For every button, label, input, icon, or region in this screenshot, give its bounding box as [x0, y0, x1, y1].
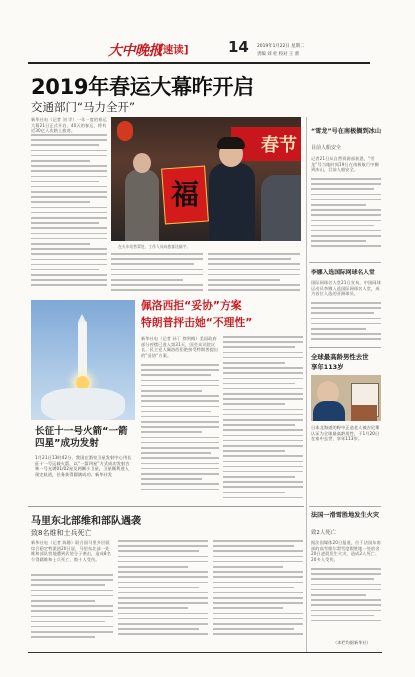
- lead-text-column: [31, 117, 107, 295]
- lead-body-col2: [111, 253, 203, 297]
- rocket-smoke: [41, 388, 125, 420]
- rocket-headline: 长征十一号火箭“一箭四星”成功发射: [35, 426, 128, 449]
- lead-headline: 2019年春运大幕昨开启: [31, 75, 254, 99]
- page-number: 14: [228, 38, 249, 56]
- fu-character: 福: [171, 178, 200, 211]
- rocket-body: [78, 320, 87, 378]
- lina-body: 国际网球名人堂21日宣布，中国网球运动员李娜入选国际网球名人堂，成为首位入选的亚洲球员。: [311, 280, 381, 297]
- mali-col1: [31, 540, 113, 648]
- mali-col2: [118, 540, 208, 648]
- france-body: 据法国媒体20日报道，位于法国东南部的高雪维尔滑雪度假胜地一处宿舍20日凌晨发生火灾，造成2人死亡、20多人受伤。: [311, 540, 381, 562]
- mali-body: 新华社电（记者 陈静）联合国马里多层面综合稳定特派团20日说，马里东北部一处维和部队营地遭到武装分子袭击，造成8名乍得籍维和士兵死亡、数十人受伤。: [31, 540, 111, 562]
- lead-subhead: 交通部门“马力全开”: [31, 100, 135, 114]
- lead-body-lines: [31, 134, 107, 294]
- xuelong-headline: “雪龙”号在南极搁到冰山: [311, 128, 382, 135]
- attendant-hair: [217, 137, 245, 149]
- pelosi-col1: [141, 336, 219, 502]
- oldest-photo: [311, 375, 381, 421]
- france-subhead: 致2人死亡: [311, 530, 336, 536]
- xuelong-body: 记者21日从自然资源部获悉，“雪龙”号当地时间19日在南极航行中搁到冰山，目前人船安全。: [311, 156, 379, 173]
- rocket-caption: 1月21日13时42分，我国在酒泉卫星发射中心用长征十一号运载火箭，以“一箭四星”方式成功发射吉林一号光谱01/02星及两颗小卫星，卫星顺利进入预定轨道，任务获得圆满成功。新华社发: [35, 455, 132, 477]
- pelosi-body: 新华社电（记者 孙丁 徐剑梅）美国政府部分停摆已进入第31天，国会众议院议长、民主党人佩洛西拒绝接受特朗普提出的“妥协”方案。: [141, 336, 219, 358]
- france-headline: 法国一滑雪胜地发生火灾: [311, 512, 380, 519]
- mali-col3: [213, 540, 303, 648]
- france-credit: （本栏均据新华社）: [333, 640, 371, 645]
- pelosi-headline-1: 佩洛西拒“妥协”方案: [141, 299, 242, 312]
- lead-body-col3: [208, 253, 300, 297]
- france-text: [311, 540, 381, 638]
- masthead-logo: 大中晚报: [108, 43, 162, 59]
- oldest-caption: 日本北海道的野中正造老人被吉尼斯认证为全球最高龄男性，于1月20日在家中去世，享年113岁。: [311, 425, 380, 442]
- xuelong-text: [311, 156, 381, 256]
- masthead-rule: [28, 62, 370, 64]
- pelosi-headline-2: 特朗普抨击她“不理性”: [141, 316, 253, 329]
- section-label: [速读]: [158, 44, 189, 56]
- rocket-photo: [31, 300, 135, 420]
- lead-photo: [111, 117, 301, 241]
- person-head-left: [133, 153, 151, 173]
- rocket-nose: [78, 314, 86, 322]
- editors-line: 责编 刘 杜 校对 王 蕾: [257, 52, 300, 57]
- lead-photo-caption: 在火车站售票处，工作人员向旅客送福字。: [118, 244, 191, 249]
- person-left: [125, 169, 159, 241]
- lead-body: 新华社电（记者 刘 学）一年一度的春运大幕21日正式开启，40天的春运，将有近30亿人次踏上旅途。: [31, 117, 107, 134]
- pelosi-col2: [223, 336, 303, 502]
- lina-headline: 李娜入选国际网球名人堂: [311, 270, 375, 276]
- lantern-left: [117, 121, 133, 141]
- oldest-headline: 全球最高龄男性去世: [311, 353, 369, 361]
- mali-headline: 马里东北部维和部队遇袭: [31, 516, 141, 527]
- mali-subhead: 致8名维和士兵死亡: [31, 529, 92, 537]
- xuelong-subhead: 目前人船安全: [311, 145, 342, 151]
- date-line: 2019年1月22日 星期二: [257, 44, 305, 49]
- person-right: [261, 175, 301, 241]
- attendant-body: [209, 163, 255, 241]
- lina-text: [311, 280, 381, 346]
- banner-text: 春节: [261, 135, 297, 156]
- oldest-subhead: 享年113岁: [311, 363, 344, 371]
